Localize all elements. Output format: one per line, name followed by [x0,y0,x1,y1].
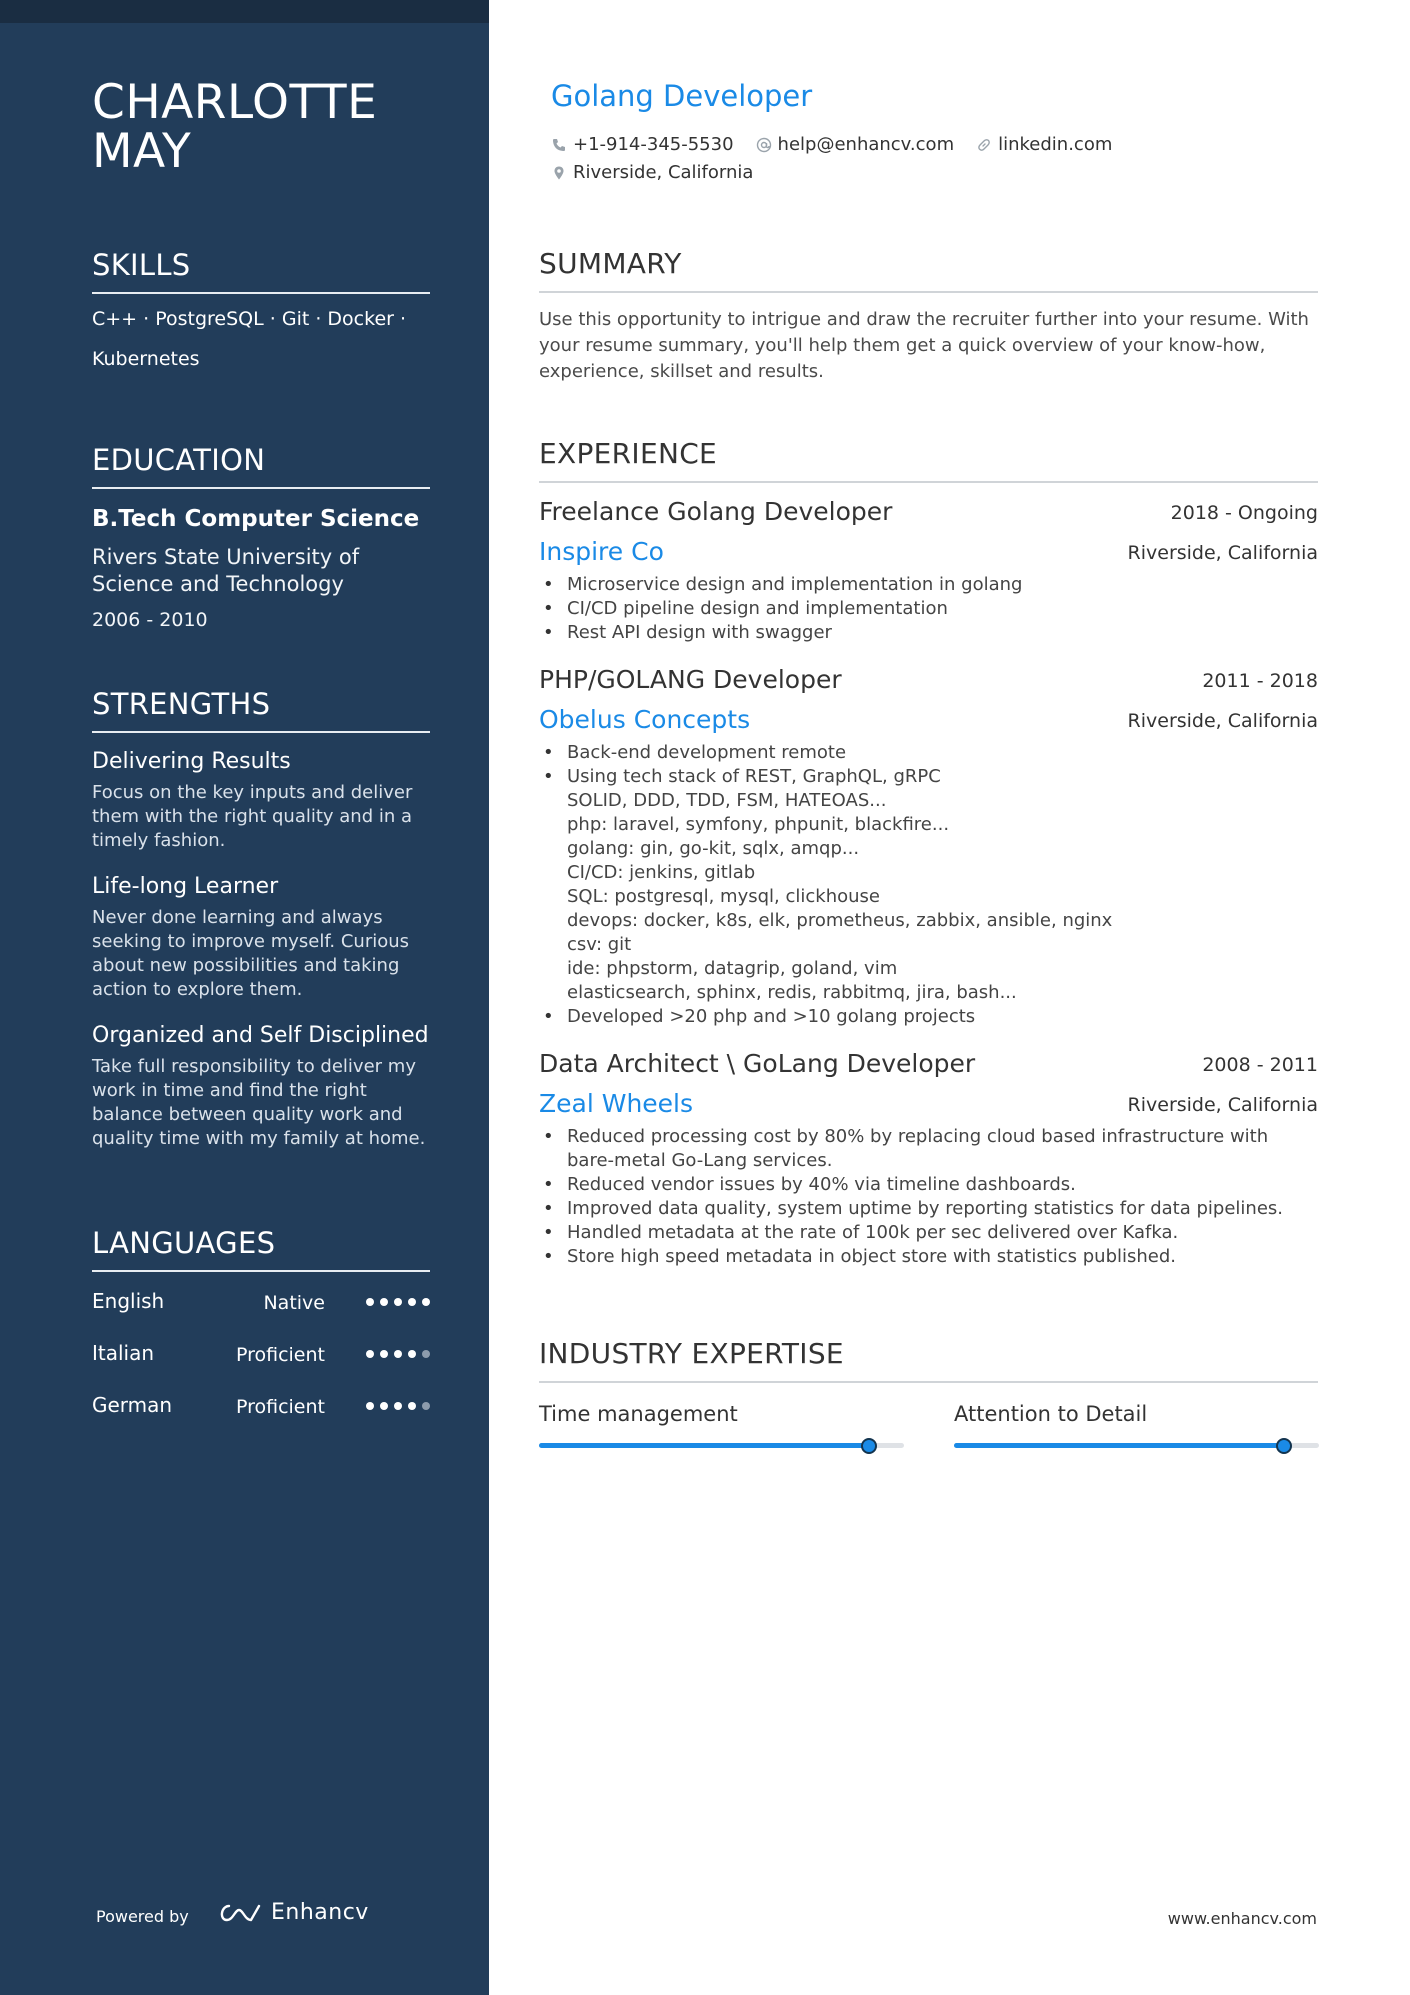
experience-item [539,495,1318,645]
phone-icon [551,137,567,153]
experience-header [539,663,1318,703]
bullet-item: • Rest API design with swagger [539,621,1318,645]
skills-title: SKILLS [92,248,191,282]
candidate-name [92,75,452,179]
language-name: English [92,1289,165,1313]
experience-subheader [539,1087,1318,1125]
experience-title: EXPERIENCE [539,437,718,470]
expertise-knob [1276,1438,1292,1454]
email-text: help@enhancv.com [777,134,955,155]
expertise-item [539,1399,904,1448]
expertise-label: Time management [539,1402,738,1426]
tech-stack-details: SOLID, DDD, TDD, FSM, HATEOAS... php: laravel, symfony, phpunit, blackfire... golang: gin, go-kit, sqlx, amqp... CI/CD: jenkins, gitlab SQL: postgresql, mysql, clickhouse devops: docker, k8s, elk, prometheus, zabbix, ansible, nginx csv: git ide: phpstorm, datagrip, goland, vim elasticsearch, sphinx, redis, rabbitmq, jira, bash... [567,790,1113,1003]
language-level: Proficient [235,1344,325,1366]
experience-role: Freelance Golang Developer [539,497,893,526]
experience-date: 2018 - Ongoing [1170,502,1318,524]
divider [92,487,430,489]
language-name: German [92,1393,173,1417]
enhancv-logo-icon [215,1901,263,1925]
sidebar-top-strip [0,0,489,23]
phone-text: +1-914-345-5530 [573,134,734,155]
experience-bullets [539,573,1318,645]
language-rating [366,1350,430,1358]
location-text: Riverside, California [573,162,754,183]
rating-dot [394,1298,402,1306]
divider [539,1381,1318,1383]
education-title: EDUCATION [92,443,266,477]
bullet-item: • CI/CD pipeline design and implementation [539,597,1318,621]
expertise-track [539,1443,904,1448]
experience-location: Riverside, California [1127,542,1318,564]
powered-by-label: Powered by [96,1907,189,1926]
contact-link[interactable] [976,132,1112,158]
location-pin-icon [551,165,567,181]
strength-title: Organized and Self Disciplined [92,1023,429,1048]
experience-role: PHP/GOLANG Developer [539,665,842,694]
experience-bullets [539,741,1318,789]
rating-dot [422,1298,430,1306]
experience-subheader [539,535,1318,573]
experience-date: 2011 - 2018 [1202,670,1318,692]
experience-date: 2008 - 2011 [1202,1054,1318,1076]
divider [92,292,430,294]
divider [539,481,1318,483]
contact-row-2 [551,160,753,186]
expertise-knob [861,1438,877,1454]
rating-dot-empty [422,1350,430,1358]
summary-section [539,247,1318,385]
experience-item [539,1047,1318,1269]
strengths-title: STRENGTHS [92,687,271,721]
expertise-track [954,1443,1319,1448]
education-school: Rivers State University of Science and Technology [92,545,360,596]
divider [92,1270,430,1272]
footer-url[interactable]: www.enhancv.com [1167,1909,1317,1928]
experience-company: Inspire Co [539,537,664,566]
bullet-item: • Improved data quality, system uptime by reporting statistics for data pipelines. [539,1197,1318,1221]
divider [539,291,1318,293]
experience-subheader [539,703,1318,741]
rating-dot [380,1402,388,1410]
enhancv-brand: Enhancv [271,1900,369,1925]
strength-item [92,872,430,1002]
rating-dot [394,1402,402,1410]
strength-item [92,1021,430,1151]
bullet-item: • Store high speed metadata in object store with statistics published. [539,1245,1318,1269]
bullet-item: • Reduced vendor issues by 40% via timeline dashboards. [539,1173,1318,1197]
expertise-bars [539,1399,1318,1469]
contact-location [551,160,753,186]
language-rating [366,1402,430,1410]
expertise-fill [539,1443,868,1448]
language-name: Italian [92,1341,155,1365]
bullet-item: • Handled metadata at the rate of 100k per sec delivered over Kafka. [539,1221,1318,1245]
experience-company: Zeal Wheels [539,1089,694,1118]
experience-location: Riverside, California [1127,1094,1318,1116]
rating-dot [380,1298,388,1306]
link-text: linkedin.com [998,134,1113,155]
bullet-item: • Using tech stack of REST, GraphQL, gRPC [539,765,1318,789]
experience-role: Data Architect \ GoLang Developer [539,1049,976,1078]
strength-description: Take full responsibility to deliver my work in time and find the right balance between quality work and quality time with my family at home. [92,1056,426,1149]
language-level: Native [263,1292,325,1314]
skills-section [92,247,430,379]
summary-title: SUMMARY [539,247,682,280]
rating-dot-empty [422,1402,430,1410]
experience-item [539,663,1318,1029]
language-row [92,1338,430,1390]
experience-header [539,1047,1318,1087]
expertise-section [539,1337,1318,1469]
experience-bullets [539,1005,1318,1029]
enhancv-logo[interactable] [215,1900,369,1925]
experience-location: Riverside, California [1127,710,1318,732]
contact-row [551,132,1112,158]
rating-dot [366,1298,374,1306]
skills-list: C++ · PostgreSQL · Git · Docker · Kubernetes [92,308,407,370]
education-section [92,442,430,633]
language-row [92,1286,430,1338]
bullet-item: • Microservice design and implementation in golang [539,573,1318,597]
language-level: Proficient [235,1396,325,1418]
job-title: Golang Developer [551,79,813,113]
strength-title: Life-long Learner [92,874,279,899]
education-years: 2006 - 2010 [92,609,208,631]
language-row [92,1390,430,1442]
at-icon [756,137,772,153]
divider [92,731,430,733]
experience-section [539,437,1318,1269]
rating-dot [366,1402,374,1410]
strength-item [92,747,430,853]
rating-dot [408,1298,416,1306]
rating-dot [408,1350,416,1358]
rating-dot [366,1350,374,1358]
rating-dot [380,1350,388,1358]
expertise-label: Attention to Detail [954,1402,1148,1426]
name-line-2: MAY [92,124,192,179]
rating-dot [408,1402,416,1410]
expertise-item [954,1399,1319,1448]
experience-header [539,495,1318,535]
education-degree: B.Tech Computer Science [92,506,420,532]
expertise-fill [954,1443,1283,1448]
languages-title: LANGUAGES [92,1226,276,1260]
strength-description: Never done learning and always seeking to improve myself. Curious about new possibilities and taking action to explore them. [92,907,410,1000]
bullet-item: • Reduced processing cost by 80% by replacing cloud based infrastructure with bare-metal Go-Lang services. [539,1125,1318,1173]
languages-section [92,1225,430,1442]
bullet-item: • Back-end development remote [539,741,1318,765]
summary-text: Use this opportunity to intrigue and draw the recruiter further into your resume. With your resume summary, you'll help them get a quick overview of your know-how, experience, skillset and results. [539,309,1309,382]
contact-phone[interactable] [551,132,734,158]
sidebar [0,0,489,1995]
strength-title: Delivering Results [92,749,291,774]
language-rating [366,1298,430,1306]
expertise-title: INDUSTRY EXPERTISE [539,1337,844,1370]
rating-dot [394,1350,402,1358]
experience-bullets [539,1125,1318,1269]
strengths-section [92,686,430,1151]
strength-description: Focus on the key inputs and deliver them with the right quality and in a timely fashion. [92,782,413,851]
bullet-item: • Developed >20 php and >10 golang projects [539,1005,1318,1029]
link-icon [976,137,992,153]
contact-email[interactable] [756,132,955,158]
name-line-1: CHARLOTTE [92,75,378,130]
experience-company: Obelus Concepts [539,705,751,734]
